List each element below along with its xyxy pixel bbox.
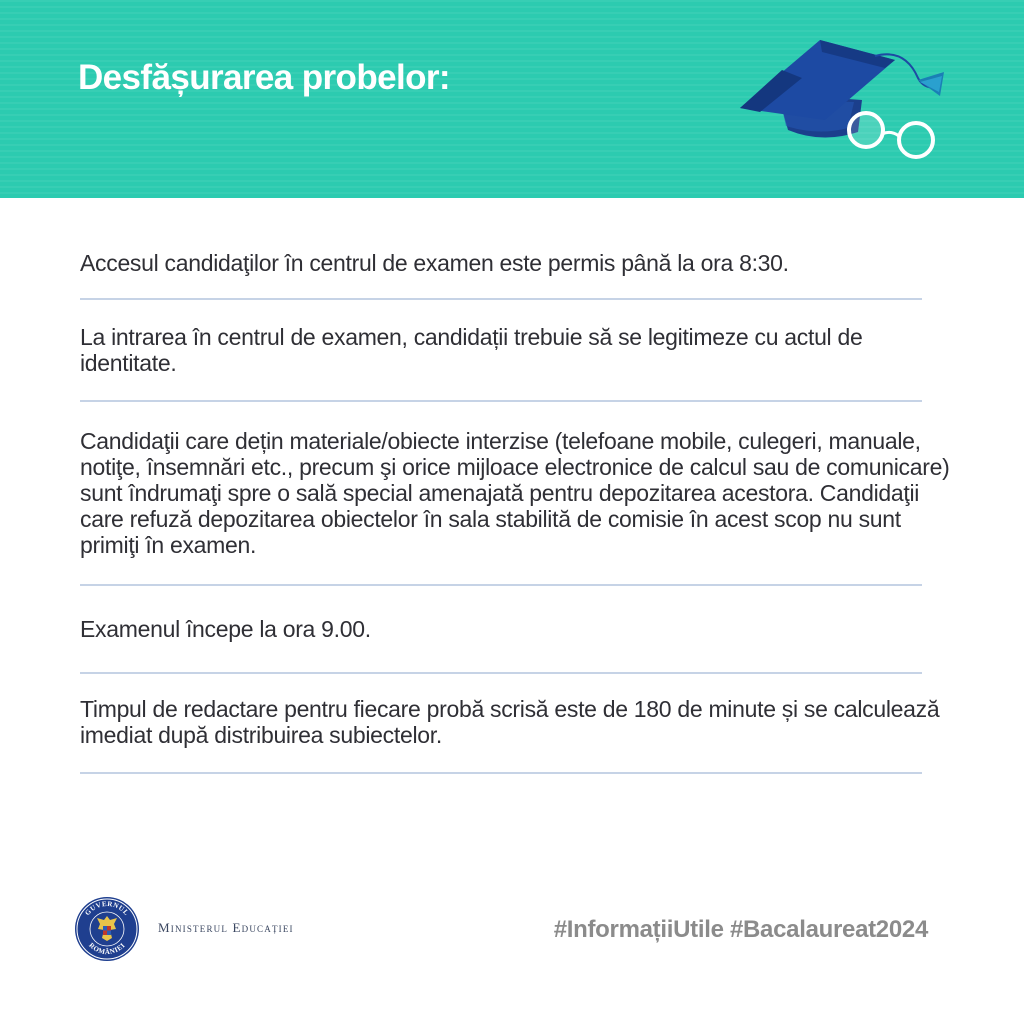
list-item	[80, 586, 960, 674]
hashtags: #InformațiiUtile #Bacalaureat2024	[553, 916, 928, 943]
header-banner	[0, 0, 1024, 198]
list-item-text: La intrarea în centrul de examen, candidații trebuie să se legitimeze cu actul de identitate.	[80, 324, 863, 376]
svg-text:ROMÂNIEI: ROMÂNIEI	[87, 941, 127, 957]
list-item-text: Timpul de redactare pentru fiecare probă scrisă este de 180 de minute și se calculează imediat după distribuirea subiectelor.	[80, 696, 940, 748]
list-item	[80, 674, 960, 774]
romanian-government-seal-icon	[74, 896, 140, 962]
svg-text:GUVERNUL: GUVERNUL	[83, 899, 131, 918]
ministry-name: Ministerul Educației	[158, 920, 294, 935]
list-item	[80, 402, 960, 586]
page-title: Desfășurarea probelor:	[78, 58, 450, 97]
list-item-text: Candidaţii care dețin materiale/obiecte interzise (telefoane mobile, culegeri, manuale, notiţe, însemnări etc., precum şi orice mijloace electronice de calcul sau de comunicare) sunt îndrumaţi spre o sală special amenajată pentru depozitarea acestora. Candidaţii care refuză depozitarea obiectelor în sala stabilită de comisie în acest scop nu sunt primiţi în examen.	[80, 428, 950, 558]
graduation-cap-with-glasses-icon	[730, 30, 950, 170]
list-item	[80, 240, 960, 300]
divider	[80, 772, 922, 774]
list-item	[80, 300, 960, 402]
list-item-text: Accesul candidaţilor în centrul de examen este permis până la ora 8:30.	[80, 250, 789, 276]
list-item-text: Examenul începe la ora 9.00.	[80, 616, 371, 642]
rules-list	[80, 240, 960, 774]
